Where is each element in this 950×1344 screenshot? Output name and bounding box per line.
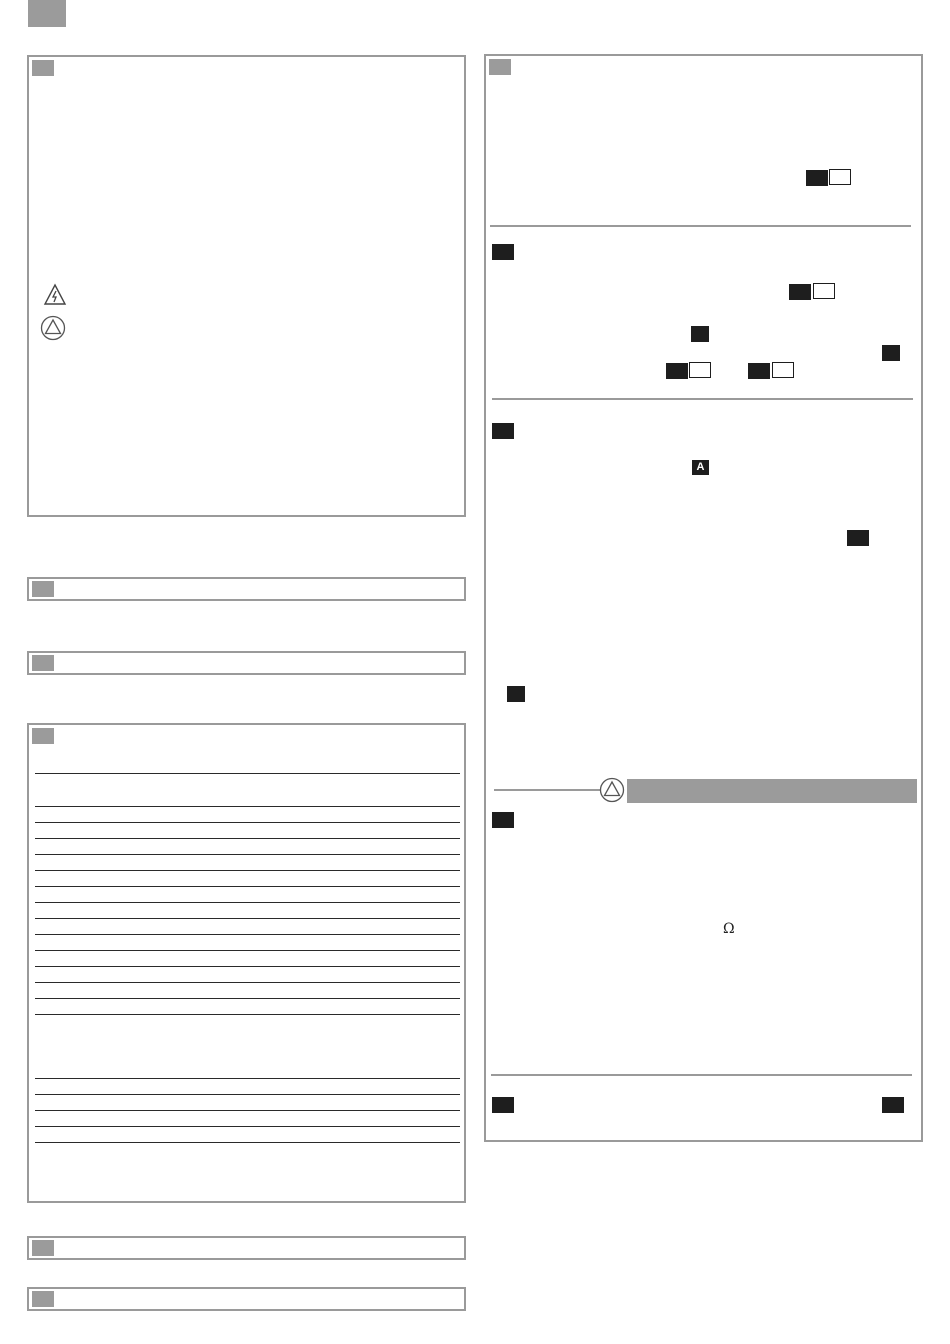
section-tab — [32, 1240, 54, 1256]
table-rule — [35, 886, 460, 887]
table-rule — [35, 838, 460, 839]
left-table-panel — [27, 723, 466, 1203]
key-marker-dark — [847, 530, 869, 546]
table-rule — [35, 1078, 460, 1079]
section-tab — [32, 655, 54, 671]
section-tab — [32, 728, 54, 744]
section-tab — [489, 59, 511, 75]
left-panel-1 — [27, 55, 466, 517]
step-marker — [492, 244, 514, 260]
general-warning-icon — [40, 315, 66, 341]
table-rule — [35, 822, 460, 823]
table-rule — [35, 870, 460, 871]
table-rule — [35, 902, 460, 903]
key-marker-dark — [806, 170, 828, 186]
left-section-bar-3 — [27, 1236, 466, 1260]
electrical-hazard-icon — [43, 283, 67, 307]
table-rule — [35, 806, 460, 807]
ohm-symbol: Ω — [723, 921, 735, 937]
table-rule — [35, 1142, 460, 1143]
warning-header-line — [494, 789, 600, 791]
step-marker — [492, 1097, 514, 1113]
divider-rule — [492, 398, 913, 400]
right-panel — [484, 54, 923, 1142]
step-marker — [492, 423, 514, 439]
table-rule — [35, 934, 460, 935]
section-tab — [32, 60, 54, 76]
table-rule — [35, 982, 460, 983]
section-tab — [32, 581, 54, 597]
key-marker-dark — [882, 345, 900, 361]
step-marker — [882, 1097, 904, 1113]
key-marker-light — [813, 283, 835, 299]
divider-rule — [491, 1074, 912, 1076]
table-rule — [35, 966, 460, 967]
key-marker-light — [689, 362, 711, 378]
step-marker — [492, 812, 514, 828]
left-section-bar-2 — [27, 651, 466, 675]
table-rule — [35, 950, 460, 951]
table-rule — [35, 1126, 460, 1127]
left-section-bar-4 — [27, 1287, 466, 1311]
table-rule — [35, 1110, 460, 1111]
general-warning-icon — [599, 777, 625, 803]
page-corner-marker — [28, 0, 66, 27]
letter-badge: A — [692, 460, 709, 475]
table-rule — [35, 773, 460, 774]
key-marker-light — [772, 362, 794, 378]
warning-header-bar — [627, 779, 917, 803]
table-rule — [35, 918, 460, 919]
key-marker-dark — [748, 363, 770, 379]
table-rule — [35, 1094, 460, 1095]
section-tab — [32, 1291, 54, 1307]
key-marker-dark — [691, 326, 709, 342]
table-rule — [35, 998, 460, 999]
key-marker-dark — [666, 363, 688, 379]
table-rule — [35, 854, 460, 855]
divider-rule — [490, 225, 911, 227]
left-section-bar-1 — [27, 577, 466, 601]
table-rule — [35, 1014, 460, 1015]
key-marker-dark — [789, 284, 811, 300]
step-marker — [507, 686, 525, 702]
key-marker-light — [829, 169, 851, 185]
